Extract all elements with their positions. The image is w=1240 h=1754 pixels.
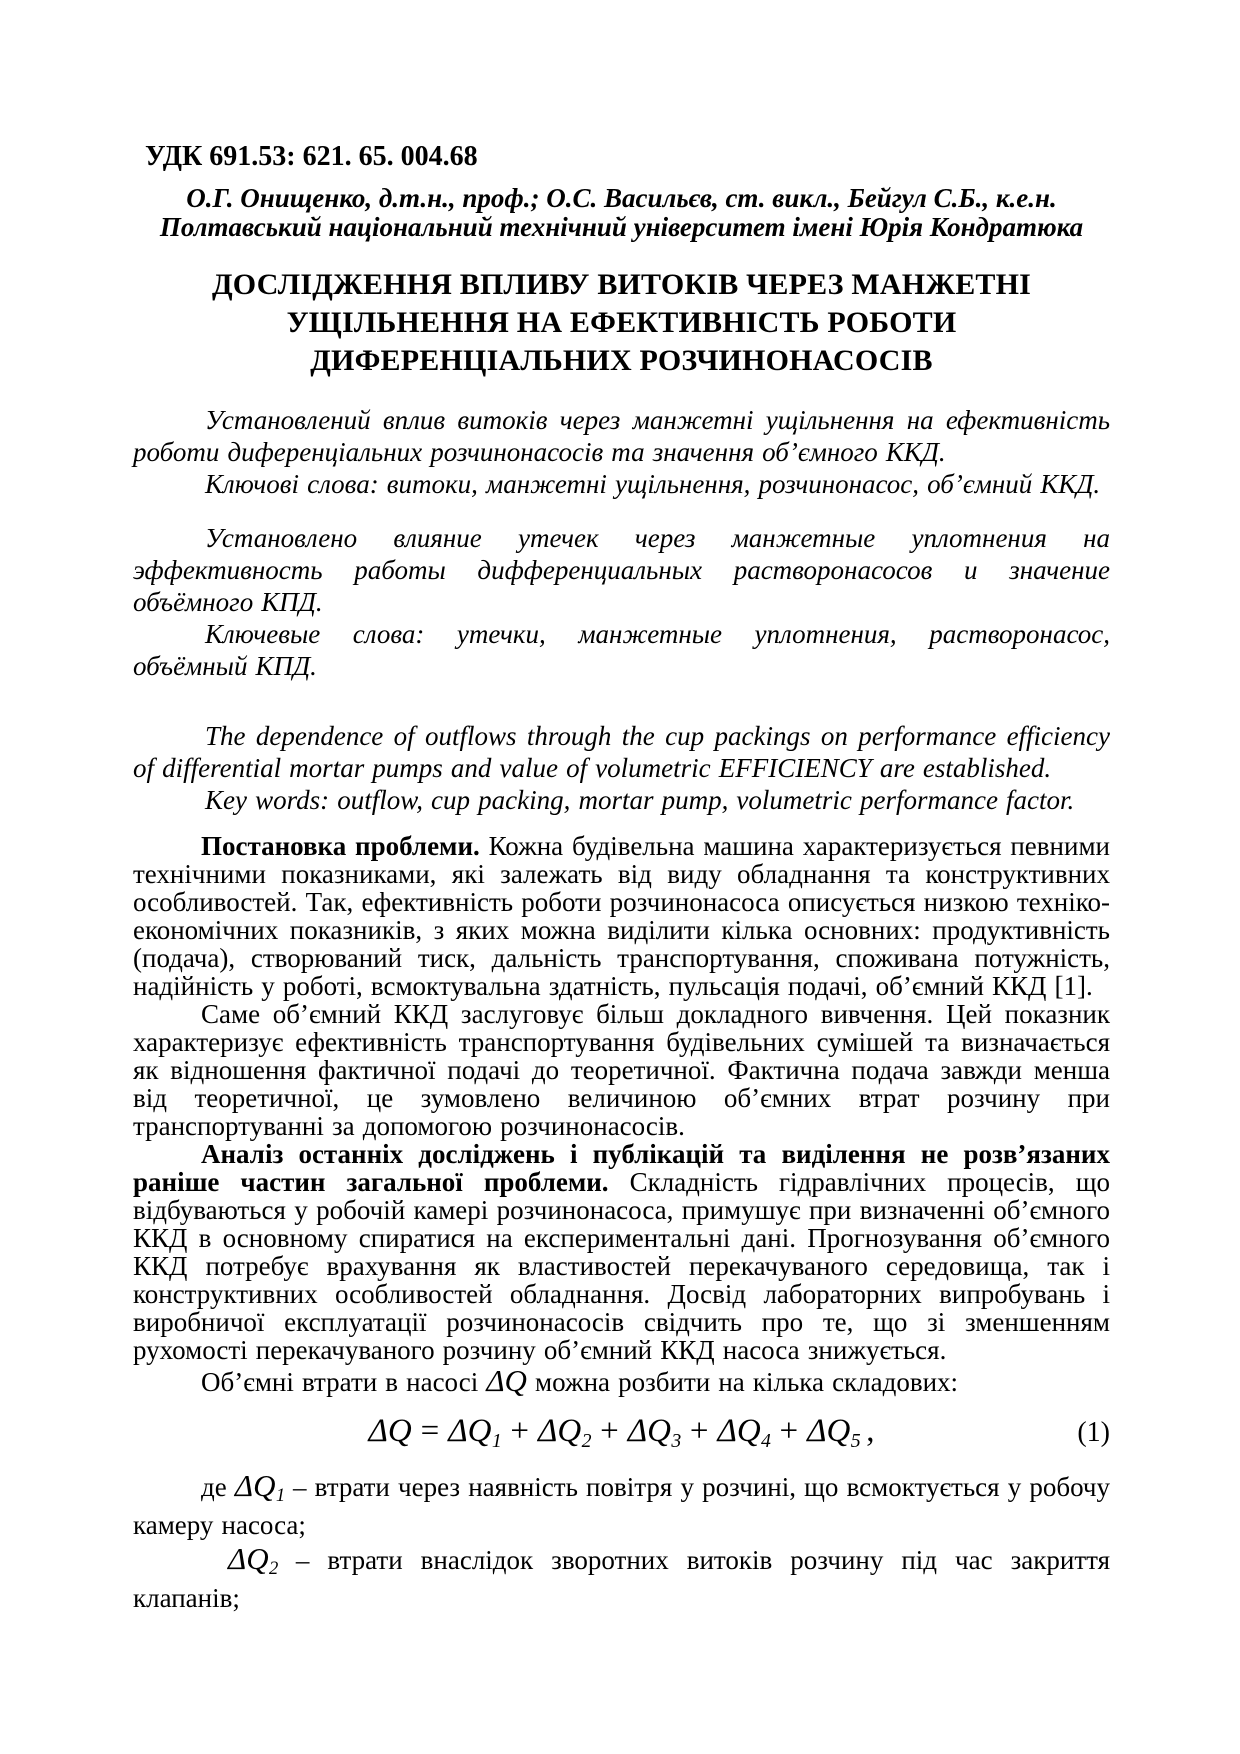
plus-sign: + xyxy=(600,1413,619,1449)
where-clause-dq1-lead: де xyxy=(201,1472,227,1502)
paragraph-analysis xyxy=(133,1140,1110,1364)
affiliation-line: Полтавський національний технічний університет імені Юрія Кондратюка xyxy=(159,212,1084,242)
plus-sign: + xyxy=(689,1413,709,1449)
delta-q2-symbol: $\Delta Q_2$ xyxy=(228,1541,279,1580)
paragraph-volumetric-efficiency xyxy=(133,1000,1110,1140)
abstract-english: The dependence of outflows through the cup packings on performance efficiency of differential mortar pumps and value of volumetric EFFICIENCY are established. xyxy=(133,721,1110,783)
paper-title xyxy=(133,266,1110,380)
paper-title-line-3: ДИФЕРЕНЦІАЛЬНИХ РОЗЧИНОНАСОСІВ xyxy=(310,344,933,377)
equals-sign: = xyxy=(420,1413,440,1449)
authors-line: О.Г. Онищенко, д.т.н., проф.; О.С. Васильєв, ст. викл., Бейгул С.Б., к.е.н. xyxy=(186,183,1057,213)
equation-body xyxy=(368,1409,874,1457)
keywords-ukrainian: Ключові слова: витоки, манжетні ущільнення, розчинонасос, об’ємний ККД. xyxy=(205,469,1101,499)
where-clause-dq2-text: – втрати внаслідок зворотних витоків розчину під час закриття клапанів; xyxy=(133,1545,1110,1613)
paragraph-problem-statement-text: Кожна будівельна машина характеризується певними технічними показниками, які залежать від виду обладнання та конструктивних особливостей. Так, ефективність роботи розчинонасоса описується низкою техніко-економічних показників, з яких можна виділити кілька основних: продуктивність (подача), створюваний тиск, дальність транспортування, споживана потужність, надійність у роботі, всмоктувальна здатність, пульсація подачі, об’ємний ККД [1]. xyxy=(133,831,1110,1001)
paragraph-losses-intro-before: Об’ємні втрати в насосі xyxy=(201,1367,479,1397)
abstract-russian-block xyxy=(133,522,1110,682)
equation-term-2: $\Delta Q_2$ xyxy=(538,1413,592,1452)
paragraph-problem-statement xyxy=(133,832,1110,1000)
keywords-english: Key words: outflow, cup packing, mortar pump, volumetric performance factor. xyxy=(205,785,1075,815)
udc-number: УДК 691.53: 621. 65. 004.68 xyxy=(145,141,478,172)
where-clause-dq1-text: – втрати через наявність повітря у розчині, що всмоктується у робочу камеру насоса; xyxy=(133,1472,1110,1540)
paragraph-problem-statement-lead: Постановка проблеми. xyxy=(201,831,480,861)
delta-q-symbol: ΔQ xyxy=(486,1363,527,1398)
abstract-ukrainian-block xyxy=(133,404,1110,500)
abstract-english-block xyxy=(133,720,1110,816)
plus-sign: + xyxy=(779,1413,799,1449)
where-clause-dq1 xyxy=(133,1469,1110,1542)
paragraph-volumetric-efficiency-text: Саме об’ємний ККД заслуговує більш докладного вивчення. Цей показник характеризує ефективність транспортування будівельних сумішей та визначається як відношення фактичної подачі до теоретичної. Фактична подача завжди менша від теоретичної, це зумовлено величиною об’ємних втрат розчину при транспортуванні за допомогою розчинонасосів. xyxy=(133,999,1110,1141)
keywords-russian: Ключевые слова: утечки, манжетные уплотнения, растворонасос, объёмный КПД. xyxy=(133,619,1110,681)
abstract-russian: Установлено влияние утечек через манжетные уплотнения на эффективность работы дифференциальных растворонасосов и значение объёмного КПД. xyxy=(133,523,1110,617)
where-clause-dq2 xyxy=(133,1542,1110,1615)
delta-q1-symbol: $\Delta Q_1$ xyxy=(234,1468,286,1507)
paragraph-analysis-text: Складність гідравлічних процесів, що відбуваються у робочій камері розчинонасоса, примушує при визначенні об’ємного ККД в основному спиратися на експериментальні дані. Прогнозування об’ємного ККД потребує врахування як властивостей перекачуваного середовища, так і конструктивних особливостей обладнання. Досвід лабораторних випробувань і виробничої експлуатації розчинонасосів свідчить про те, що зі зменшенням рухомості перекачуваного розчину об’ємний ККД насоса знижується. xyxy=(133,1167,1110,1365)
paragraph-losses-intro-after: можна розбити на кілька складових: xyxy=(535,1367,959,1397)
equation-term-5: $\Delta Q_5$ xyxy=(807,1413,861,1452)
equation-number: (1) xyxy=(1077,1417,1110,1448)
equation-comma: , xyxy=(866,1413,875,1449)
paragraph-analysis-lead: Аналіз останніх досліджень і публікацій та виділення не розв’язаних раніше частин загальної проблеми. xyxy=(133,1139,1110,1197)
plus-sign: + xyxy=(510,1413,530,1449)
equation-1 xyxy=(133,1409,1110,1457)
abstract-ukrainian: Установлений вплив витоків через манжетні ущільнення на ефективність роботи диференціальних розчинонасосів та значення об’ємного ККД. xyxy=(133,405,1110,467)
equation-term-3: $\Delta Q_3$ xyxy=(627,1413,682,1452)
paper-title-line-2: УЩІЛЬНЕННЯ НА ЕФЕКТИВНІСТЬ РОБОТИ xyxy=(286,306,957,339)
equation-term-4: $\Delta Q_4$ xyxy=(717,1413,771,1452)
equation-lhs: ΔQ xyxy=(368,1413,412,1449)
paragraph-losses-intro xyxy=(133,1364,1110,1399)
equation-term-1: $\Delta Q_1$ xyxy=(448,1413,502,1452)
paper-title-line-1: ДОСЛІДЖЕННЯ ВПЛИВУ ВИТОКІВ ЧЕРЕЗ МАНЖЕТНІ xyxy=(211,268,1032,301)
